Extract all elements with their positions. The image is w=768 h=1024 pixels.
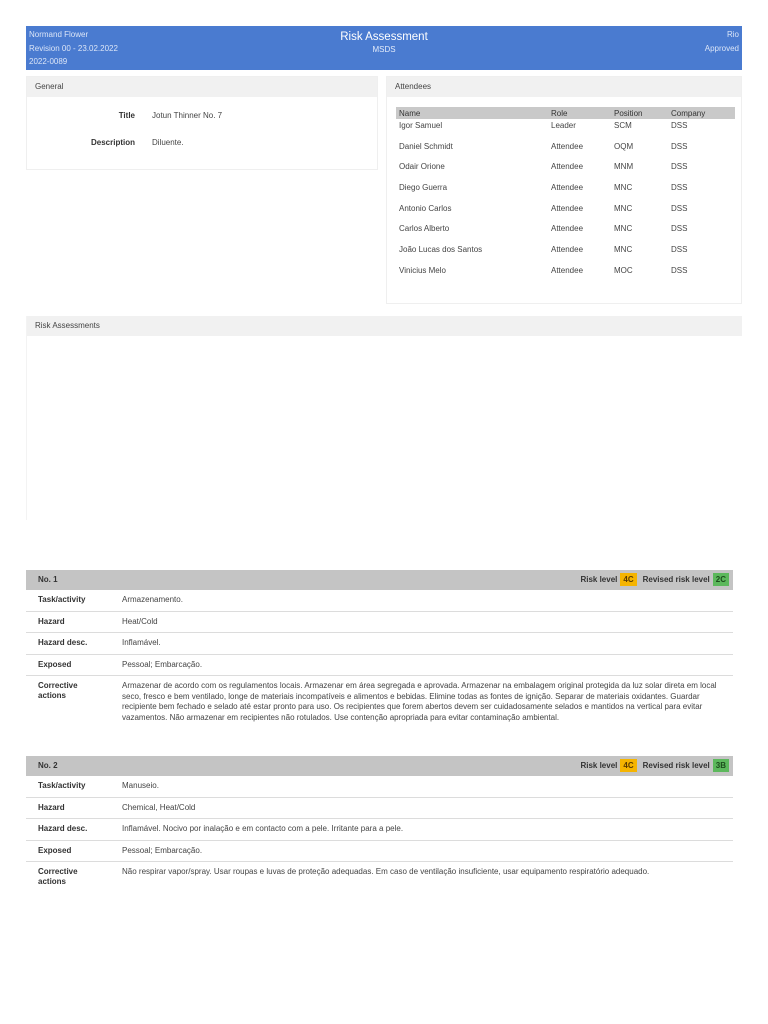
risk-levels (580, 573, 729, 586)
revision-info: Revision 00 - 23.02.2022 (29, 43, 118, 53)
hazard-value: Heat/Cold (122, 616, 158, 626)
attendee-name: Vinicius Melo (399, 265, 446, 275)
table-row (396, 243, 735, 264)
corrective-actions-value: Não respirar vapor/spray. Usar roupas e luvas de proteção adequadas. Em caso de ventilação insuficiente, usar equipamento respiratório adequado. (122, 867, 650, 876)
description-label: Description (90, 138, 135, 147)
task-label: Task/activity (38, 595, 86, 604)
general-title: General (27, 77, 377, 97)
attendee-role: Attendee (551, 203, 584, 213)
table-header-row (396, 107, 735, 119)
attendee-role: Attendee (551, 162, 584, 172)
hazard-desc-row (26, 633, 733, 655)
corrective-actions-value (122, 676, 733, 728)
table-row (396, 140, 735, 161)
attendee-role: Attendee (551, 265, 584, 275)
hazard-desc-label: Hazard desc. (38, 638, 88, 647)
exposed-value: Pessoal; Embarcação. (122, 845, 203, 855)
hazard-desc-row (26, 819, 733, 841)
corrective-actions-label: Corrective actions (38, 867, 78, 886)
attendee-role: Attendee (551, 183, 584, 193)
hazard-value: Chemical, Heat/Cold (122, 802, 196, 812)
risk-level-badge: 4C (620, 573, 636, 586)
risk-level-label: Risk level (580, 761, 618, 770)
hazard-row (26, 612, 733, 634)
column-header-position: Position (611, 107, 668, 119)
header-right (705, 28, 739, 55)
general-panel (26, 76, 378, 170)
page-subtitle: MSDS (372, 45, 396, 54)
title-value: Jotun Thinner No. 7 (152, 111, 223, 120)
status-badge: Approved (704, 43, 739, 53)
revised-risk-level-label: Revised risk level (642, 575, 710, 584)
attendee-company: DSS (671, 203, 688, 213)
column-header-company: Company (668, 107, 735, 119)
title-label: Title (118, 111, 135, 120)
attendee-name: Diego Guerra (399, 183, 448, 193)
location: Rio (726, 30, 739, 39)
document-number: 2022-0089 (29, 57, 68, 66)
attendee-name: Antonio Carlos (399, 203, 452, 213)
attendee-position: MNC (614, 183, 633, 193)
exposed-value: Pessoal; Embarcação. (122, 659, 203, 669)
task-label: Task/activity (38, 781, 86, 790)
hazard-desc-value: Inflamável. (122, 638, 161, 647)
task-value: Manuseio. (122, 781, 159, 790)
attendee-position: MNM (614, 162, 634, 172)
risk-assessment-number: No. 2 (38, 761, 58, 770)
revised-risk-level-badge: 3B (713, 759, 729, 772)
risk-assessment-header (26, 756, 733, 776)
corrective-actions-row (26, 862, 733, 886)
risk-assessment-number: No. 1 (38, 575, 58, 584)
risk-level-badge: 4C (620, 759, 636, 772)
exposed-row (26, 841, 733, 863)
risk-assessments-title: Risk Assessments (27, 316, 742, 336)
attendees-title: Attendees (387, 77, 741, 97)
header-center (26, 31, 742, 54)
attendee-name: Odair Orione (399, 162, 445, 172)
corrective-actions-text: recipiente bem fechado e selado até estar pronto para uso. Os recipientes que forem abertos devem ser cuidadosamente selados e mantidos na vertical para evitar vazamentos. Não armazenar em recipientes não rotulados. Use contenção apropriada para evitar contaminação ambiental. (122, 702, 703, 722)
task-row (26, 776, 733, 798)
attendee-position: SCM (614, 121, 632, 130)
table-row (396, 222, 735, 243)
description-value: Diluente. (152, 138, 184, 147)
attendee-company: DSS (671, 245, 688, 255)
attendee-company: DSS (671, 183, 688, 193)
attendee-company: DSS (671, 141, 688, 151)
risk-assessments-panel (26, 316, 742, 520)
document-header (26, 26, 742, 70)
attendee-company: DSS (671, 162, 688, 172)
attendee-role: Attendee (551, 224, 584, 234)
risk-assessment-card (26, 570, 733, 728)
attendee-position: MNC (614, 224, 633, 234)
attendee-company: DSS (671, 121, 688, 130)
exposed-label: Exposed (38, 659, 72, 669)
exposed-row (26, 655, 733, 677)
risk-assessment-header (26, 570, 733, 590)
task-row (26, 590, 733, 612)
attendee-name: Carlos Alberto (399, 224, 450, 234)
hazard-label: Hazard (38, 616, 65, 626)
table-row (396, 181, 735, 202)
corrective-actions-label: Corrective actions (38, 681, 78, 700)
column-header-name: Name (396, 107, 548, 119)
hazard-desc-label: Hazard desc. (38, 824, 88, 833)
risk-level-label: Risk level (580, 575, 618, 584)
page-title: Risk Assessment (340, 31, 428, 43)
hazard-label: Hazard (38, 802, 65, 812)
table-row (396, 202, 735, 223)
attendee-role: Attendee (551, 141, 584, 151)
attendee-position: MNC (614, 203, 633, 213)
attendee-name: João Lucas dos Santos (399, 245, 483, 255)
revised-risk-level-label: Revised risk level (642, 761, 710, 770)
hazard-desc-value: Inflamável. Nocivo por inalação e em contacto com a pele. Irritante para a pele. (122, 824, 404, 833)
table-row (396, 119, 735, 140)
attendee-company: DSS (671, 265, 688, 275)
corrective-actions-row (26, 676, 733, 728)
company-name: Normand Flower (29, 30, 89, 39)
attendee-role: Attendee (551, 245, 584, 255)
attendee-name: Daniel Schmidt (399, 141, 453, 151)
risk-levels (580, 759, 729, 772)
attendee-company: DSS (671, 224, 688, 234)
hazard-row (26, 798, 733, 820)
table-row (396, 264, 735, 285)
task-value: Armazenamento. (122, 595, 183, 604)
attendees-panel (386, 76, 742, 304)
attendee-position: MOC (614, 265, 633, 275)
column-header-role: Role (548, 107, 611, 119)
attendee-position: OQM (614, 141, 634, 151)
corrective-actions-text: Armazenar de acordo com os regulamentos locais. Armazenar em área segregada e aprovada. Armazenar na embalagem original protegida da luz solar direta em local seco, fresco e bem ventilado, longe de materiais incompatíveis e alimentos e bebidas. Elimine todas as fontes de ignição. Separar de materiais oxidantes. Guardar (122, 681, 717, 701)
attendee-name: Igor Samuel (399, 121, 443, 130)
attendee-role: Leader (551, 121, 576, 130)
table-row (396, 160, 735, 181)
attendee-position: MNC (614, 245, 633, 255)
risk-assessment-card (26, 756, 733, 886)
revised-risk-level-badge: 2C (713, 573, 729, 586)
attendees-table (396, 107, 735, 285)
exposed-label: Exposed (38, 845, 72, 855)
